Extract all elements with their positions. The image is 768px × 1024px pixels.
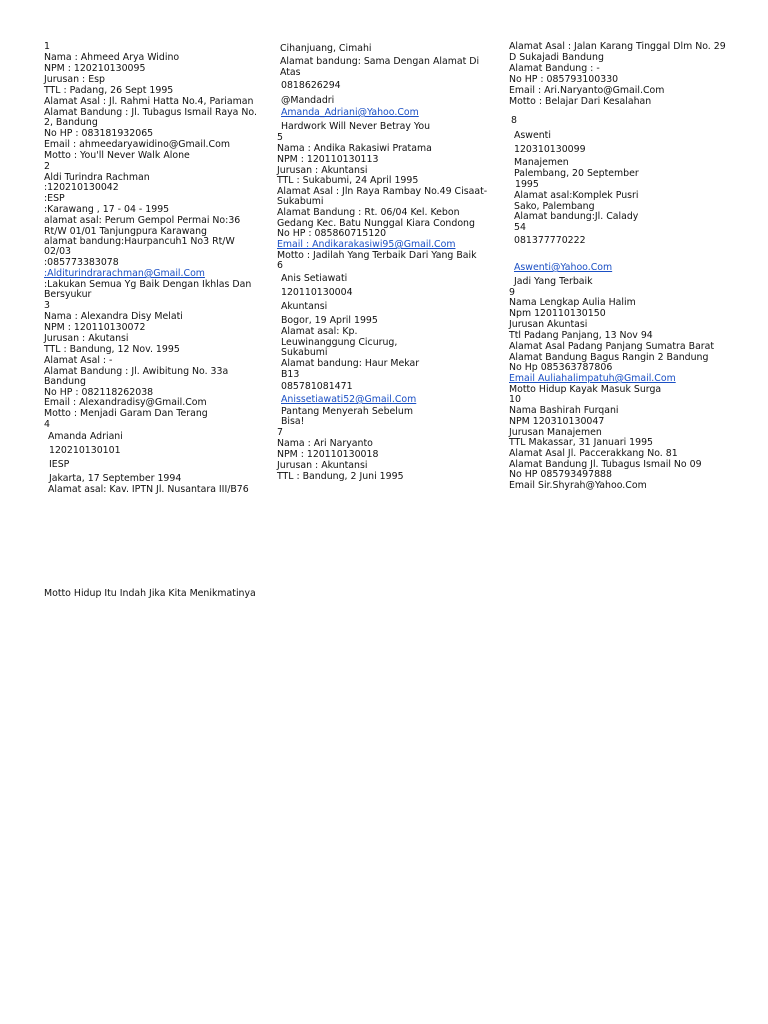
column-1-line-20: 02/03 bbox=[44, 246, 72, 257]
column-2-line-35: Nama : Ari Naryanto bbox=[277, 438, 373, 449]
column-1-line-10: Email : ahmeedaryawidino@Gmail.Com bbox=[44, 139, 230, 150]
column-3-line-15: Alamat bandung:Jl. Calady bbox=[514, 211, 639, 222]
column-1-line-37: Amanda Adriani bbox=[48, 431, 123, 442]
column-2-line-34: 7 bbox=[277, 427, 283, 438]
column-3-line-8: Aswenti bbox=[514, 130, 551, 141]
column-2-line-26: Leuwinanggung Cicurug, bbox=[281, 337, 398, 348]
column-1-line-33: No HP : 082118262038 bbox=[44, 387, 154, 398]
column-1-line-27: NPM : 120110130072 bbox=[44, 322, 146, 333]
column-1-line-30: Alamat Asal : - bbox=[44, 355, 113, 366]
column-1-line-19: alamat bandung:Haurpancuh1 No3 Rt/W bbox=[44, 236, 235, 247]
column-2-line-22: 120110130004 bbox=[281, 287, 353, 298]
column-1-line-23: :Lakukan Semua Yg Baik Dengan Ikhlas Dan bbox=[44, 279, 252, 290]
column-2-line-1: Cihanjuang, Cimahi bbox=[280, 43, 372, 54]
column-1-line-15: :ESP bbox=[44, 193, 65, 204]
column-1-line-28: Jurusan : Akutansi bbox=[44, 333, 129, 344]
column-1-line-18: Rt/W 01/01 Tanjungpura Karawang bbox=[44, 226, 207, 237]
column-2-line-36: NPM : 120110130018 bbox=[277, 449, 379, 460]
column-1-line-35: Motto : Menjadi Garam Dan Terang bbox=[44, 408, 208, 419]
column-2-line-29: B13 bbox=[281, 369, 300, 380]
column-2-line-32: Pantang Menyerah Sebelum bbox=[281, 406, 413, 417]
column-2-line-2: Alamat bandung: Sama Dengan Alamat Di bbox=[280, 56, 480, 67]
column-3-line-7: 8 bbox=[511, 115, 517, 126]
column-3-line-10: Manajemen bbox=[514, 157, 569, 168]
column-3-line-33: Jurusan Manajemen bbox=[509, 427, 602, 438]
column-3-line-38: Email Sir.Shyrah@Yahoo.Com bbox=[509, 480, 647, 491]
column-1-line-31: Alamat Bandung : Jl. Awibitung No. 33a bbox=[44, 366, 229, 377]
column-1-line-12: 2 bbox=[44, 161, 50, 172]
column-3-line-12: 1995 bbox=[515, 179, 539, 190]
column-1-line-16: :Karawang , 17 - 04 - 1995 bbox=[44, 204, 170, 215]
column-2-line-19: Motto : Jadilah Yang Terbaik Dari Yang Baik bbox=[277, 250, 477, 261]
column-1-line-21: :085773383078 bbox=[44, 257, 119, 268]
column-3-line-28[interactable]: Email Auliahalimpatuh@Gmail.Com bbox=[509, 373, 676, 384]
column-2-line-20: 6 bbox=[277, 260, 283, 271]
column-1-line-17: alamat asal: Perum Gempol Permai No:36 bbox=[44, 215, 241, 226]
column-2-line-27: Sukabumi bbox=[281, 347, 328, 358]
column-3-line-11: Palembang, 20 September bbox=[514, 168, 639, 179]
column-2-line-11: Jurusan : Akuntansi bbox=[277, 165, 368, 176]
column-3-line-32: NPM 120310130047 bbox=[509, 416, 605, 427]
column-1-line-4: Jurusan : Esp bbox=[44, 74, 105, 85]
column-1-line-42: Motto Hidup Itu Indah Jika Kita Menikmatinya bbox=[44, 588, 256, 599]
column-1-line-1: 1 bbox=[44, 41, 50, 52]
column-3-line-4: No HP : 085793100330 bbox=[509, 74, 619, 85]
column-1-line-34: Email : Alexandradisy@Gmail.Com bbox=[44, 397, 207, 408]
column-2-line-25: Alamat asal: Kp. bbox=[281, 326, 358, 337]
column-2-line-17: No HP : 085860715120 bbox=[277, 228, 387, 239]
column-1-line-26: Nama : Alexandra Disy Melati bbox=[44, 311, 183, 322]
column-2-line-31[interactable]: Anissetiawati52@Gmail.Com bbox=[281, 394, 417, 405]
column-1-line-7: Alamat Bandung : Jl. Tubagus Ismail Raya No. bbox=[44, 107, 257, 118]
column-3-line-37: No HP 085793497888 bbox=[509, 469, 612, 480]
column-3-line-35: Alamat Asal Jl. Paccerakkang No. 81 bbox=[509, 448, 678, 459]
column-1-line-11: Motto : You'll Never Walk Alone bbox=[44, 150, 190, 161]
column-1-line-22[interactable]: :Alditurindrarachman@Gmail.Com bbox=[44, 268, 205, 279]
column-2-line-28: Alamat bandung: Haur Mekar bbox=[281, 358, 420, 369]
column-3-line-27: No Hp 085363787806 bbox=[509, 362, 613, 373]
column-2-line-16: Gedang Kec. Batu Nunggal Kiara Condong bbox=[277, 218, 475, 229]
column-2-line-21: Anis Setiawati bbox=[281, 273, 348, 284]
column-3-line-19: Jadi Yang Terbaik bbox=[514, 276, 593, 287]
column-2-line-3: Atas bbox=[280, 67, 301, 78]
column-3-line-13: Alamat asal:Komplek Pusri bbox=[514, 190, 639, 201]
column-2-line-15: Alamat Bandung : Rt. 06/04 Kel. Kebon bbox=[277, 207, 460, 218]
column-3-line-20: 9 bbox=[509, 287, 515, 298]
column-2-line-10: NPM : 120110130113 bbox=[277, 154, 379, 165]
column-1-line-13: Aldi Turindra Rachman bbox=[44, 172, 150, 183]
column-3-line-16: 54 bbox=[514, 222, 526, 233]
column-3-line-22: Npm 120110130150 bbox=[509, 308, 606, 319]
column-1-line-39: IESP bbox=[49, 459, 70, 470]
column-2-line-7: Hardwork Will Never Betray You bbox=[281, 121, 431, 132]
column-1-line-29: TTL : Bandung, 12 Nov. 1995 bbox=[44, 344, 180, 355]
column-2-line-8: 5 bbox=[277, 132, 283, 143]
column-3-line-25: Alamat Asal Padang Panjang Sumatra Barat bbox=[509, 341, 715, 352]
column-3-line-17: 081377770222 bbox=[514, 235, 586, 246]
column-1-line-32: Bandung bbox=[44, 376, 86, 387]
column-2-line-6[interactable]: Amanda_Adriani@Yahoo.Com bbox=[281, 107, 419, 118]
column-3-line-2: D Sukajadi Bandung bbox=[509, 52, 604, 63]
column-2-line-30: 085781081471 bbox=[281, 381, 353, 392]
column-3-line-31: Nama Bashirah Furqani bbox=[509, 405, 619, 416]
column-2-line-13: Alamat Asal : Jln Raya Rambay No.49 Cisaat- bbox=[277, 186, 488, 197]
column-3-line-5: Email : Ari.Naryanto@Gmail.Com bbox=[509, 85, 665, 96]
column-2-line-9: Nama : Andika Rakasiwi Pratama bbox=[277, 143, 432, 154]
column-1-line-14: :120210130042 bbox=[44, 182, 119, 193]
column-3-line-34: TTL Makassar, 31 Januari 1995 bbox=[509, 437, 654, 448]
column-1-line-24: Bersyukur bbox=[44, 289, 92, 300]
column-3-line-30: 10 bbox=[509, 394, 521, 405]
column-2-line-24: Bogor, 19 April 1995 bbox=[281, 315, 378, 326]
column-2-line-38: TTL : Bandung, 2 Juni 1995 bbox=[277, 471, 404, 482]
column-2-line-37: Jurusan : Akuntansi bbox=[277, 460, 368, 471]
column-1-line-40: Jakarta, 17 September 1994 bbox=[49, 473, 182, 484]
column-2-line-23: Akuntansi bbox=[281, 301, 328, 312]
column-2-line-4: 0818626294 bbox=[281, 80, 341, 91]
column-2-line-18[interactable]: Email : Andikarakasiwi95@Gmail.Com bbox=[277, 239, 456, 250]
column-3-line-26: Alamat Bandung Bagus Rangin 2 Bandung bbox=[509, 352, 709, 363]
column-3-line-21: Nama Lengkap Aulia Halim bbox=[509, 297, 636, 308]
column-3-line-36: Alamat Bandung Jl. Tubagus Ismail No 09 bbox=[509, 459, 702, 470]
column-2-line-14: Sukabumi bbox=[277, 196, 324, 207]
column-3-line-14: Sako, Palembang bbox=[514, 201, 595, 212]
column-1-line-8: 2, Bandung bbox=[44, 117, 98, 128]
column-2-line-5: @Mandadri bbox=[281, 95, 335, 106]
column-1-line-6: Alamat Asal : Jl. Rahmi Hatta No.4, Pariaman bbox=[44, 96, 254, 107]
column-1-line-36: 4 bbox=[44, 419, 50, 430]
column-3-line-6: Motto : Belajar Dari Kesalahan bbox=[509, 96, 652, 107]
column-2-line-33: Bisa! bbox=[281, 416, 305, 427]
column-2-line-12: TTL : Sukabumi, 24 April 1995 bbox=[277, 175, 419, 186]
column-3-line-9: 120310130099 bbox=[514, 144, 586, 155]
column-3-line-18[interactable]: Aswenti@Yahoo.Com bbox=[514, 262, 613, 273]
column-1-line-3: NPM : 120210130095 bbox=[44, 63, 146, 74]
column-1-line-2: Nama : Ahmeed Arya Widino bbox=[44, 52, 180, 63]
column-1-line-25: 3 bbox=[44, 300, 50, 311]
column-3-line-3: Alamat Bandung : - bbox=[509, 63, 600, 74]
column-1-line-9: No HP : 083181932065 bbox=[44, 128, 154, 139]
column-3-line-29: Motto Hidup Kayak Masuk Surga bbox=[509, 384, 662, 395]
column-3-line-1: Alamat Asal : Jalan Karang Tinggal Dlm No. 29 bbox=[509, 41, 726, 52]
column-3-line-23: Jurusan Akuntasi bbox=[509, 319, 588, 330]
column-1-line-38: 120210130101 bbox=[49, 445, 121, 456]
column-1-line-41: Alamat asal: Kav. IPTN Jl. Nusantara III/B76 bbox=[48, 484, 249, 495]
column-1-line-5: TTL : Padang, 26 Sept 1995 bbox=[44, 85, 174, 96]
column-3-line-24: Ttl Padang Panjang, 13 Nov 94 bbox=[509, 330, 653, 341]
